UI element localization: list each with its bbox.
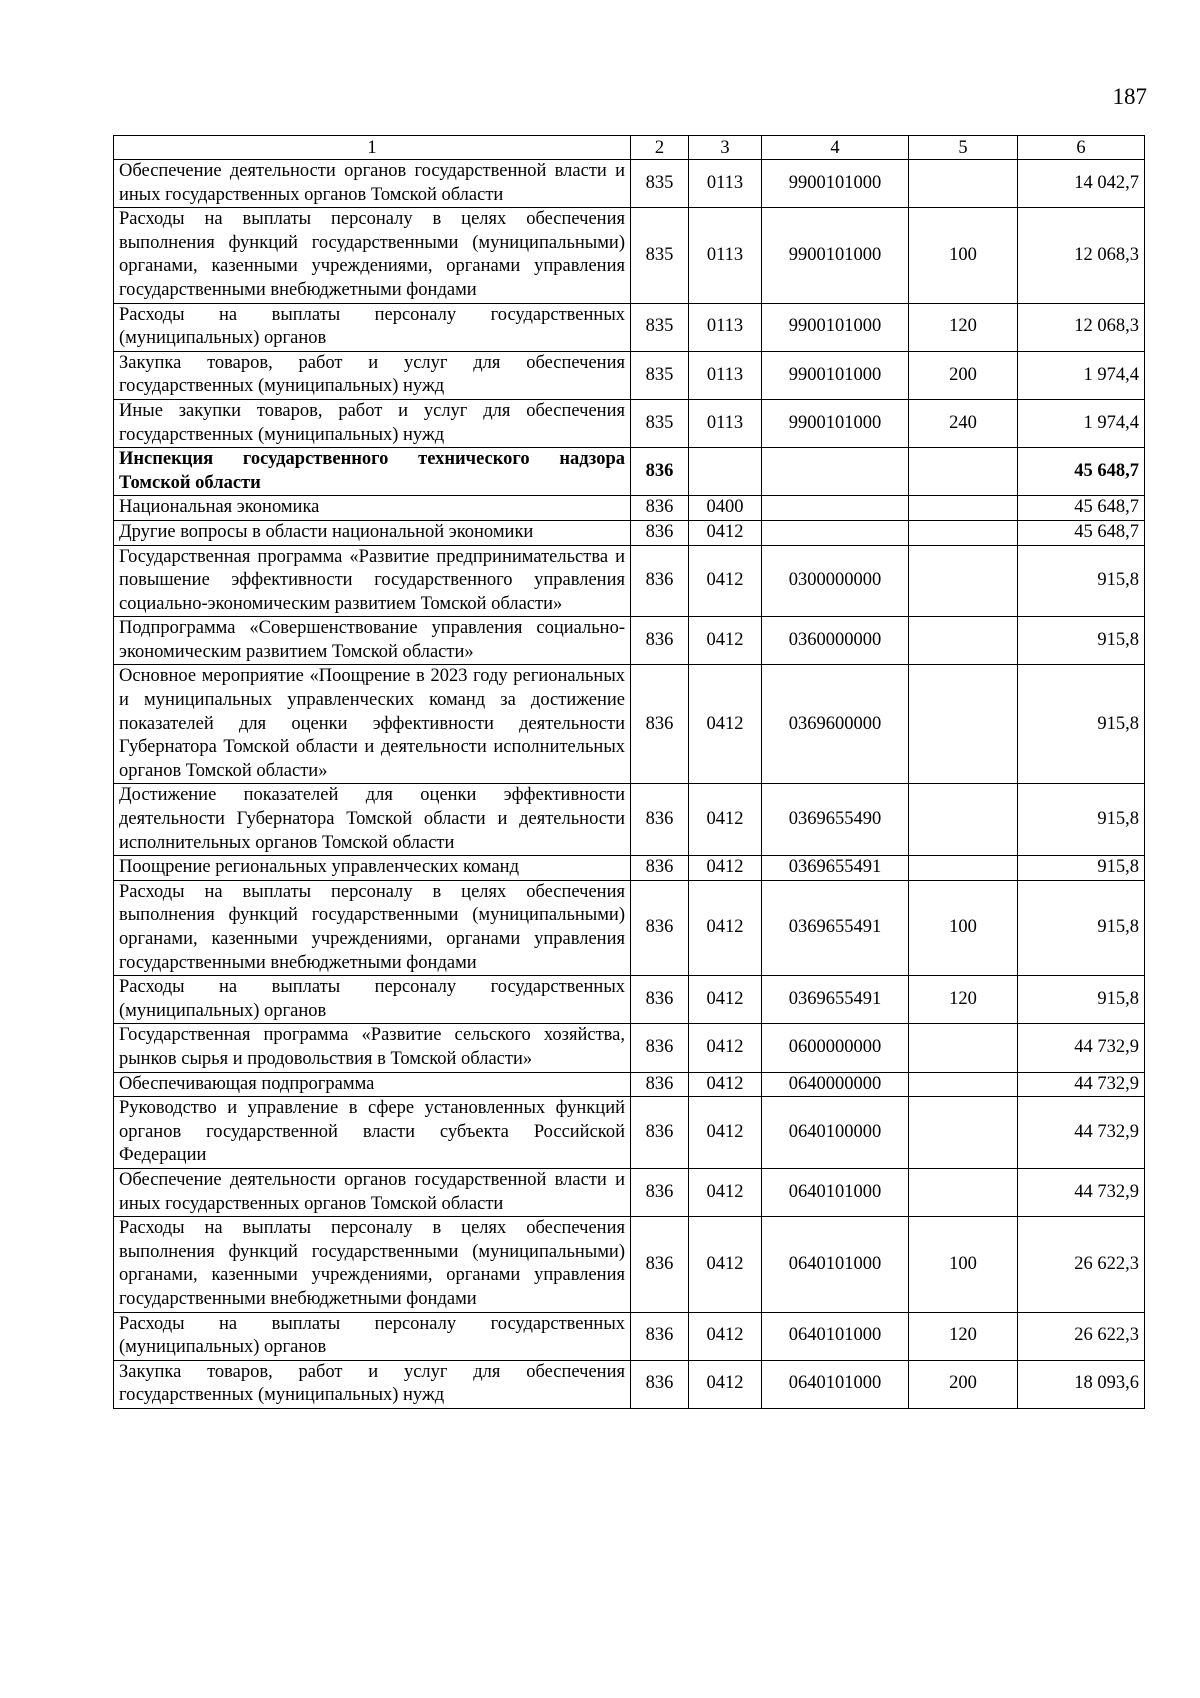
row-expense-type-cell	[909, 1072, 1018, 1097]
row-code-cell: 836	[631, 520, 689, 545]
row-target-cell	[762, 520, 909, 545]
table-body	[114, 160, 1145, 1409]
row-code-cell: 835	[631, 303, 689, 351]
column-header-2: 2	[631, 136, 689, 160]
table-row	[114, 448, 1145, 496]
row-code-cell: 836	[631, 1097, 689, 1169]
row-section-cell: 0412	[689, 1072, 762, 1097]
row-name-cell: Расходы на выплаты персоналу государственных (муниципальных) органов	[114, 303, 631, 351]
row-amount-cell: 44 732,9	[1018, 1072, 1145, 1097]
row-name-cell: Расходы на выплаты персоналу государственных (муниципальных) органов	[114, 976, 631, 1024]
column-header-5: 5	[909, 136, 1018, 160]
row-amount-cell: 915,8	[1018, 856, 1145, 881]
row-target-cell: 9900101000	[762, 160, 909, 208]
row-name-cell: Другие вопросы в области национальной экономики	[114, 520, 631, 545]
table-row	[114, 1072, 1145, 1097]
table-row	[114, 784, 1145, 856]
row-expense-type-cell	[909, 496, 1018, 521]
row-code-cell: 836	[631, 545, 689, 617]
row-section-cell: 0412	[689, 545, 762, 617]
row-target-cell: 0640101000	[762, 1360, 909, 1408]
row-name-cell: Поощрение региональных управленческих команд	[114, 856, 631, 881]
row-name-cell: Подпрограмма «Совершенствование управления социально-экономическим развитием Томской области»	[114, 617, 631, 665]
row-amount-cell: 1 974,4	[1018, 351, 1145, 399]
table-row	[114, 665, 1145, 784]
row-amount-cell: 44 732,9	[1018, 1097, 1145, 1169]
row-target-cell	[762, 448, 909, 496]
row-amount-cell: 44 732,9	[1018, 1024, 1145, 1072]
row-name-cell: Государственная программа «Развитие предпринимательства и повышение эффективности государственного управления социально-экономическим развитием Томской области»	[114, 545, 631, 617]
table-row	[114, 617, 1145, 665]
row-section-cell: 0412	[689, 784, 762, 856]
row-target-cell: 0369655490	[762, 784, 909, 856]
table-row	[114, 856, 1145, 881]
row-target-cell: 9900101000	[762, 208, 909, 303]
row-code-cell: 835	[631, 351, 689, 399]
row-expense-type-cell	[909, 545, 1018, 617]
row-name-cell: Обеспечение деятельности органов государственной власти и иных государственных органов Томской области	[114, 1168, 631, 1216]
table-row	[114, 303, 1145, 351]
row-name-cell: Руководство и управление в сфере установленных функций органов государственной власти субъекта Российской Федерации	[114, 1097, 631, 1169]
row-name-cell: Основное мероприятие «Поощрение в 2023 году региональных и муниципальных управленческих команд за достижение показателей для оценки эффективности деятельности Губернатора Томской области и деятельности исполнительных органов Томской области»	[114, 665, 631, 784]
row-expense-type-cell: 100	[909, 1217, 1018, 1312]
row-section-cell: 0412	[689, 1312, 762, 1360]
row-code-cell: 836	[631, 1072, 689, 1097]
row-section-cell: 0113	[689, 351, 762, 399]
row-name-cell: Закупка товаров, работ и услуг для обеспечения государственных (муниципальных) нужд	[114, 1360, 631, 1408]
row-name-cell: Достижение показателей для оценки эффективности деятельности Губернатора Томской области и деятельности исполнительных органов Томской области	[114, 784, 631, 856]
table-row	[114, 496, 1145, 521]
table-row	[114, 976, 1145, 1024]
row-code-cell: 835	[631, 208, 689, 303]
column-header-4: 4	[762, 136, 909, 160]
row-section-cell: 0412	[689, 1168, 762, 1216]
row-target-cell: 0369655491	[762, 880, 909, 975]
row-amount-cell: 915,8	[1018, 976, 1145, 1024]
row-amount-cell: 915,8	[1018, 880, 1145, 975]
table-row	[114, 1312, 1145, 1360]
row-target-cell: 0640101000	[762, 1312, 909, 1360]
row-amount-cell: 915,8	[1018, 665, 1145, 784]
row-name-cell: Расходы на выплаты персоналу государственных (муниципальных) органов	[114, 1312, 631, 1360]
row-expense-type-cell	[909, 665, 1018, 784]
row-amount-cell: 14 042,7	[1018, 160, 1145, 208]
row-code-cell: 835	[631, 160, 689, 208]
table-row	[114, 351, 1145, 399]
table-row	[114, 520, 1145, 545]
row-section-cell: 0113	[689, 208, 762, 303]
row-section-cell: 0412	[689, 880, 762, 975]
column-header-1: 1	[114, 136, 631, 160]
row-target-cell: 9900101000	[762, 303, 909, 351]
row-code-cell: 836	[631, 880, 689, 975]
row-amount-cell: 26 622,3	[1018, 1312, 1145, 1360]
row-section-cell: 0412	[689, 1024, 762, 1072]
row-expense-type-cell: 120	[909, 303, 1018, 351]
row-target-cell: 0640000000	[762, 1072, 909, 1097]
row-section-cell: 0412	[689, 1360, 762, 1408]
row-expense-type-cell	[909, 448, 1018, 496]
row-name-cell: Обеспечивающая подпрограмма	[114, 1072, 631, 1097]
row-code-cell: 836	[631, 1024, 689, 1072]
row-expense-type-cell	[909, 1168, 1018, 1216]
row-target-cell: 0640101000	[762, 1217, 909, 1312]
row-expense-type-cell: 120	[909, 976, 1018, 1024]
row-target-cell: 9900101000	[762, 351, 909, 399]
row-section-cell: 0400	[689, 496, 762, 521]
row-code-cell: 836	[631, 1360, 689, 1408]
row-section-cell: 0412	[689, 665, 762, 784]
row-target-cell	[762, 496, 909, 521]
row-target-cell: 0300000000	[762, 545, 909, 617]
row-name-cell: Расходы на выплаты персоналу в целях обеспечения выполнения функций государственными (муниципальными) органами, казенными учреждениями, органами управления государственными внебюджетными фондами	[114, 1217, 631, 1312]
row-amount-cell: 26 622,3	[1018, 1217, 1145, 1312]
row-name-cell: Закупка товаров, работ и услуг для обеспечения государственных (муниципальных) нужд	[114, 351, 631, 399]
table-row	[114, 399, 1145, 447]
table-row	[114, 1360, 1145, 1408]
row-amount-cell: 18 093,6	[1018, 1360, 1145, 1408]
row-code-cell: 836	[631, 448, 689, 496]
table-row	[114, 1217, 1145, 1312]
row-section-cell	[689, 448, 762, 496]
column-header-6: 6	[1018, 136, 1145, 160]
row-name-cell: Расходы на выплаты персоналу в целях обеспечения выполнения функций государственными (муниципальными) органами, казенными учреждениями, органами управления государственными внебюджетными фондами	[114, 208, 631, 303]
row-expense-type-cell: 200	[909, 351, 1018, 399]
row-section-cell: 0412	[689, 1097, 762, 1169]
row-target-cell: 0640100000	[762, 1097, 909, 1169]
budget-table	[113, 135, 1145, 1409]
row-expense-type-cell	[909, 1097, 1018, 1169]
row-section-cell: 0412	[689, 520, 762, 545]
row-expense-type-cell	[909, 1024, 1018, 1072]
row-amount-cell: 12 068,3	[1018, 208, 1145, 303]
row-code-cell: 836	[631, 496, 689, 521]
row-target-cell: 0369655491	[762, 856, 909, 881]
row-expense-type-cell	[909, 520, 1018, 545]
row-amount-cell: 45 648,7	[1018, 448, 1145, 496]
row-expense-type-cell: 120	[909, 1312, 1018, 1360]
row-amount-cell: 45 648,7	[1018, 496, 1145, 521]
row-code-cell: 835	[631, 399, 689, 447]
row-code-cell: 836	[631, 1168, 689, 1216]
column-header-3: 3	[689, 136, 762, 160]
table-header-row	[114, 136, 1145, 160]
row-name-cell: Обеспечение деятельности органов государственной власти и иных государственных органов Томской области	[114, 160, 631, 208]
row-expense-type-cell: 240	[909, 399, 1018, 447]
row-section-cell: 0412	[689, 856, 762, 881]
row-expense-type-cell: 100	[909, 880, 1018, 975]
row-amount-cell: 915,8	[1018, 784, 1145, 856]
table-row	[114, 880, 1145, 975]
row-target-cell: 0369655491	[762, 976, 909, 1024]
row-expense-type-cell	[909, 856, 1018, 881]
table-row	[114, 1097, 1145, 1169]
row-code-cell: 836	[631, 784, 689, 856]
row-section-cell: 0412	[689, 976, 762, 1024]
row-section-cell: 0113	[689, 399, 762, 447]
table-row	[114, 160, 1145, 208]
page-number: 187	[1112, 84, 1147, 109]
row-section-cell: 0412	[689, 617, 762, 665]
row-target-cell: 0600000000	[762, 1024, 909, 1072]
table-row	[114, 208, 1145, 303]
row-code-cell: 836	[631, 1217, 689, 1312]
row-target-cell: 0369600000	[762, 665, 909, 784]
row-target-cell: 0640101000	[762, 1168, 909, 1216]
table-row	[114, 545, 1145, 617]
row-code-cell: 836	[631, 617, 689, 665]
row-name-cell: Инспекция государственного технического надзора Томской области	[114, 448, 631, 496]
row-name-cell: Национальная экономика	[114, 496, 631, 521]
row-name-cell: Иные закупки товаров, работ и услуг для обеспечения государственных (муниципальных) нужд	[114, 399, 631, 447]
row-amount-cell: 915,8	[1018, 545, 1145, 617]
table-row	[114, 1024, 1145, 1072]
row-expense-type-cell	[909, 784, 1018, 856]
row-amount-cell: 44 732,9	[1018, 1168, 1145, 1216]
row-target-cell: 0360000000	[762, 617, 909, 665]
row-code-cell: 836	[631, 1312, 689, 1360]
row-expense-type-cell	[909, 617, 1018, 665]
row-section-cell: 0412	[689, 1217, 762, 1312]
row-amount-cell: 12 068,3	[1018, 303, 1145, 351]
table-row	[114, 1168, 1145, 1216]
row-expense-type-cell: 200	[909, 1360, 1018, 1408]
row-amount-cell: 915,8	[1018, 617, 1145, 665]
row-section-cell: 0113	[689, 303, 762, 351]
row-section-cell: 0113	[689, 160, 762, 208]
row-name-cell: Государственная программа «Развитие сельского хозяйства, рынков сырья и продовольствия в Томской области»	[114, 1024, 631, 1072]
row-amount-cell: 1 974,4	[1018, 399, 1145, 447]
row-target-cell: 9900101000	[762, 399, 909, 447]
row-code-cell: 836	[631, 856, 689, 881]
row-expense-type-cell: 100	[909, 208, 1018, 303]
row-expense-type-cell	[909, 160, 1018, 208]
row-code-cell: 836	[631, 976, 689, 1024]
row-name-cell: Расходы на выплаты персоналу в целях обеспечения выполнения функций государственными (муниципальными) органами, казенными учреждениями, органами управления государственными внебюджетными фондами	[114, 880, 631, 975]
row-amount-cell: 45 648,7	[1018, 520, 1145, 545]
row-code-cell: 836	[631, 665, 689, 784]
